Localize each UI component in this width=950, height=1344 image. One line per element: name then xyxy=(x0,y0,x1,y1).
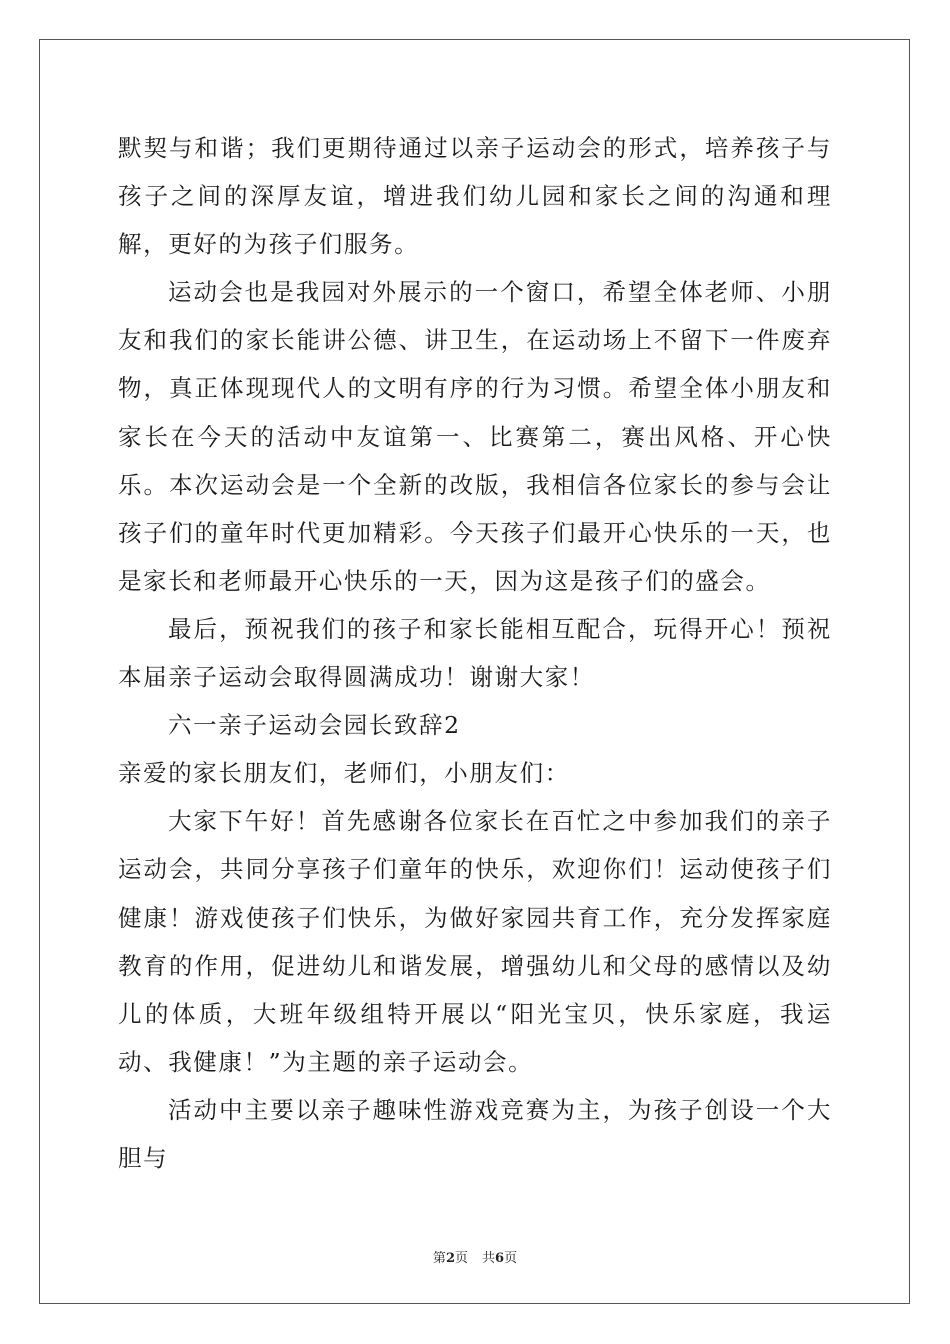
page-footer xyxy=(0,1247,950,1266)
total-prefix: 共 xyxy=(482,1251,496,1266)
section-heading: 六一亲子运动会园长致辞2 xyxy=(168,711,461,740)
document-body xyxy=(118,124,832,1182)
total-suffix: 页 xyxy=(504,1251,518,1266)
page-number: 2 xyxy=(445,1251,455,1266)
paragraph-5: 活动中主要以亲子趣味性游戏竞赛为主，为孩子创设一个大胆与 xyxy=(118,1095,832,1172)
paragraph-3: 最后，预祝我们的孩子和家长能相互配合，玩得开心！预祝本届亲子运动会取得圆满成功！谢谢大家！ xyxy=(118,614,832,692)
page-prefix: 第 xyxy=(432,1251,446,1266)
salutation: 亲爱的家长朋友们，老师们，小朋友们： xyxy=(118,759,570,788)
paragraph-1: 默契与和谐；我们更期待通过以亲子运动会的形式，培养孩子与孩子之间的深厚友谊，增进我们幼儿园和家长之间的沟通和理解，更好的为孩子们服务。 xyxy=(118,134,832,259)
page-suffix: 页 xyxy=(454,1251,468,1266)
paragraph-2: 运动会也是我园对外展示的一个窗口，希望全体老师、小朋友和我们的家长能讲公德、讲卫生，在运动场上不留下一件废弃物，真正体现现代人的文明有序的行为习惯。希望全体小朋友和家长在今天的活动中友谊第一、比赛第二，赛出风格、开心快乐。本次运动会是一个全新的改版，我相信各位家长的参与会让孩子们的童年时代更加精彩。今天孩子们最开心快乐的一天，也是家长和老师最开心快乐的一天，因为这是孩子们的盛会。 xyxy=(118,278,832,595)
paragraph-4: 大家下午好！首先感谢各位家长在百忙之中参加我们的亲子运动会，共同分享孩子们童年的快乐，欢迎你们！运动使孩子们健康！游戏使孩子们快乐，为做好家园共育工作，充分发挥家庭教育的作用，促进幼儿和谐发展，增强幼儿和父母的感情以及幼儿的体质，大班年级组特开展以“阳光宝贝，快乐家庭，我运动、我健康！”为主题的亲子运动会。 xyxy=(118,807,832,1076)
total-pages: 6 xyxy=(495,1251,505,1266)
